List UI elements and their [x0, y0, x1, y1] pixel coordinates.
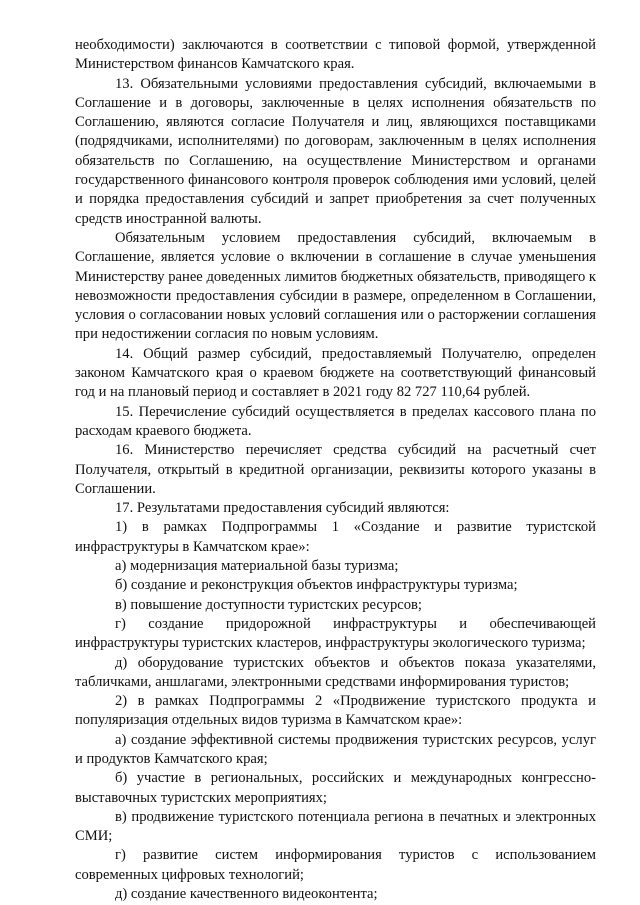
paragraph-13-condition: Обязательным условием предоставления субсидий, включаемым в Соглашение, является условие о включении в соглашение в случае уменьшения Министерству ранее доведенных лимитов бюджетных обязательств, приводящего к невозможности предоставления субсидии в размере, определенном в Соглашении, условия о согласовании новых условий соглашения или о расторжении соглашения при недостижении согласия по новым условиям. — [75, 229, 596, 343]
paragraph-16: 16. Министерство перечисляет средства субсидий на расчетный счет Получателя, открытый в кредитной организации, реквизиты которого указаны в Соглашении. — [75, 442, 596, 497]
list-item-1e: д) оборудование туристских объектов и объектов показа указателями, табличками, аншлагами, электронными средствами информирования туристов; — [75, 654, 596, 690]
list-item-2b: б) участие в региональных, российских и международных конгрессно-выставочных туристских мероприятиях; — [75, 770, 596, 806]
document-page — [75, 36, 596, 904]
list-item-1a: а) модернизация материальной базы туризма; — [115, 558, 399, 575]
list-item-2c: в) продвижение туристского потенциала региона в печатных и электронных СМИ; — [75, 808, 596, 845]
list-item-1c: в) повышение доступности туристских ресурсов; — [115, 596, 422, 613]
paragraph-14: 14. Общий размер субсидий, предоставляемый Получателю, определен законом Камчатского края о краевом бюджете на соответствующий финансовый год и на плановый период и составляет в 2021 году 82 727 110,64 рублей. — [75, 345, 596, 401]
list-item-subprogram-2: 2) в рамках Подпрограммы 2 «Продвижение туристского продукта и популяризация отдельных видов туризма в Камчатском крае»: — [75, 693, 596, 729]
list-item-1b: б) создание и реконструкция объектов инфраструктуры туризма; — [115, 577, 518, 594]
paragraph-15: 15. Перечисление субсидий осуществляется в пределах кассового плана по расходам краевого бюджета. — [75, 403, 596, 439]
list-item-1d: г) создание придорожной инфраструктуры и обеспечивающей инфраструктуры туристских кластеров, инфраструктуры экологического туризма; — [75, 615, 596, 652]
list-item-subprogram-1: 1) в рамках Подпрограммы 1 «Создание и развитие туристской инфраструктуры в Камчатском крае»: — [75, 519, 596, 555]
paragraph-17: 17. Результатами предоставления субсидий являются: — [115, 500, 450, 517]
list-item-2a: а) создание эффективной системы продвижения туристских ресурсов, услуг и продуктов Камчатского края; — [75, 731, 596, 767]
paragraph-13: 13. Обязательными условиями предоставления субсидий, включаемыми в Соглашение и в договоры, заключенные в целях исполнения обязательств по Соглашению, являются согласие Получателя и лиц, являющихся поставщиками (подрядчиками, исполнителями) по договорам, заключенным в целях исполнения обязательств по Соглашению, на осуществление Министерством и органами государственного финансового контроля проверок соблюдения ими условий, целей и порядка предоставления субсидий и запрет приобретения за счет полученных средств иностранной валюты. — [75, 75, 596, 227]
paragraph-continuation: необходимости) заключаются в соответствии с типовой формой, утвержденной Министерством финансов Камчатского края. — [75, 37, 596, 73]
list-item-2e: д) создание качественного видеоконтента; — [115, 886, 378, 903]
list-item-2d: г) развитие систем информирования туристов с использованием современных цифровых технологий; — [75, 847, 596, 883]
